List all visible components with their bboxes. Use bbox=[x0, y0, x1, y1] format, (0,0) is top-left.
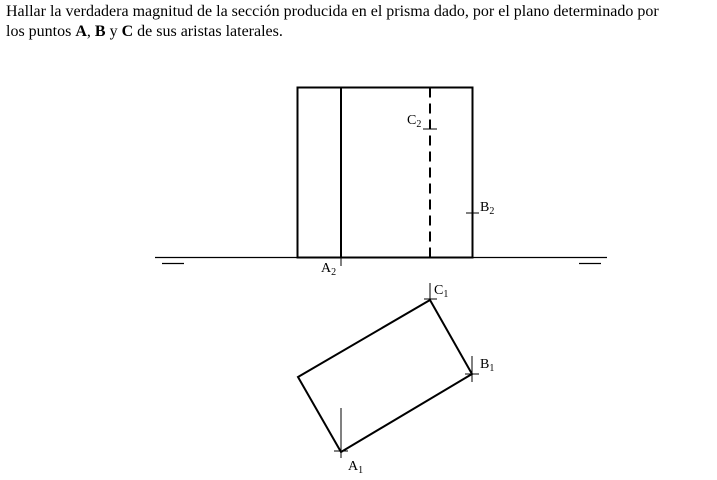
label-a2: $A_2$ bbox=[321, 261, 337, 278]
point-b-name: B bbox=[94, 23, 106, 40]
prism-plan-outline bbox=[298, 300, 472, 452]
label-a1: $A_1$ bbox=[348, 459, 364, 476]
label-c2: $C_2$ bbox=[407, 113, 422, 130]
label-c1: $C_1$ bbox=[434, 283, 449, 300]
statement-line-2-suffix: de sus aristas laterales. bbox=[133, 23, 283, 40]
label-b2: $B_2$ bbox=[480, 200, 495, 217]
statement-line-2-prefix: los puntos bbox=[6, 23, 76, 40]
point-c-name: C bbox=[121, 23, 134, 40]
point-a-name: A bbox=[75, 23, 87, 40]
statement-separator-1: , bbox=[86, 23, 95, 40]
prism-elevation-outline bbox=[298, 88, 473, 258]
statement-line-1: Hallar la verdadera magnitud de la sección producida en el prisma dado, por el plano determinado por bbox=[6, 3, 659, 20]
statement-separator-2: y bbox=[105, 23, 122, 40]
label-b1: $B_1$ bbox=[480, 357, 495, 374]
